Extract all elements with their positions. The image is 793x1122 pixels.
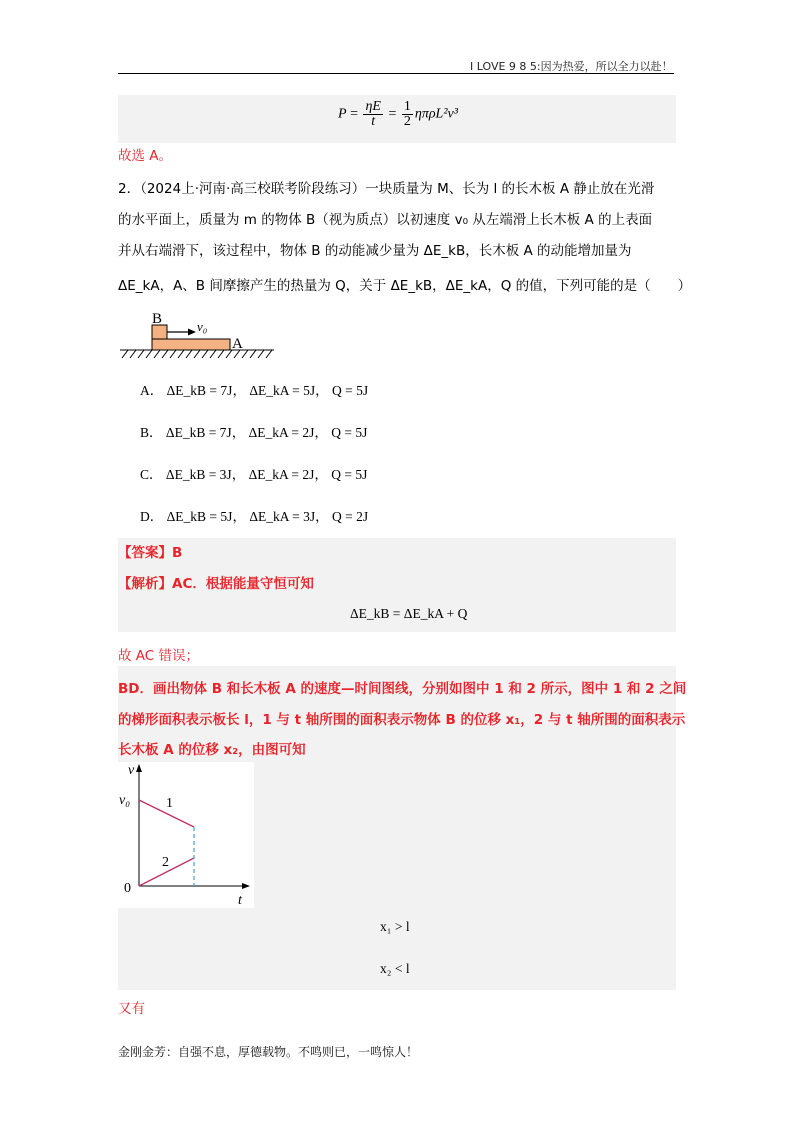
option-letter: A． <box>140 383 164 398</box>
header-rule <box>118 73 674 74</box>
label-v0: v₀ <box>197 319 208 334</box>
page-footer: 金刚金芳：自强不息，厚德载物。不鸣则已，一鸣惊人！ <box>118 1045 419 1059</box>
frac2-den: 2 <box>403 114 411 129</box>
option-b[interactable]: B． ΔE_kB = 7J， ΔE_kA = 2J， Q = 5J <box>140 425 368 440</box>
frac-eta-e-over-t <box>363 100 383 129</box>
frac1-den: t <box>371 114 376 129</box>
option-letter: C． <box>140 467 163 482</box>
velocity-arrowhead <box>188 329 196 336</box>
frac-one-half <box>402 100 413 129</box>
ground-hatch <box>120 350 274 358</box>
formula-p: P <box>338 106 347 122</box>
board-a <box>152 339 230 350</box>
option-kb: ΔE_kB = 7J <box>166 383 233 398</box>
option-c[interactable]: C． ΔE_kB = 3J， ΔE_kA = 2J， Q = 5J <box>140 467 368 482</box>
option-d[interactable]: D． ΔE_kB = 5J， ΔE_kA = 3J， Q = 2J <box>140 509 369 524</box>
label-line-1: 1 <box>166 796 173 811</box>
option-letter: B． <box>140 425 163 440</box>
option-kb: ΔE_kB = 3J <box>165 467 232 482</box>
bd-line-2: 的梯形面积表示板长 l，1 与 t 轴所围的面积表示物体 B 的位移 x₁，2 与 t 轴所围的面积表示 <box>118 712 686 728</box>
label-v0: v₀ <box>119 793 131 808</box>
label-a: A <box>232 336 243 352</box>
option-ka: ΔE_kA = 5J <box>249 383 316 398</box>
option-kb: ΔE_kB = 7J <box>165 425 232 440</box>
bd-line-3: 长木板 A 的位移 x₂，由图可知 <box>118 742 306 758</box>
option-ka: ΔE_kA = 3J <box>249 509 316 524</box>
also-text: 又有 <box>118 1001 145 1017</box>
question-line-4: ΔE_kA，A、B 间摩擦产生的热量为 Q，关于 ΔE_kB，ΔE_kA，Q 的值，下列可能的是（ ） <box>118 278 692 294</box>
prev-answer: 故选 A。 <box>118 148 173 164</box>
velocity-time-graph <box>118 762 254 908</box>
question-line-3: 并从右端滑下，该过程中，物体 B 的动能减少量为 ΔE_kB，长木板 A 的动能增加量为 <box>118 243 632 259</box>
label-t: t <box>238 893 242 908</box>
option-q: Q = 5J <box>331 467 368 482</box>
frac1-num: ηE <box>365 99 381 114</box>
energy-conservation-formula: ΔE_kB = ΔE_kA + Q <box>350 606 468 621</box>
page-header: I LOVE 9 8 5:因为热爱，所以全力以赴！ <box>470 60 673 73</box>
option-q: Q = 5J <box>331 425 368 440</box>
question-line-1: 2．（2024上·河南·高三校联考阶段练习）一块质量为 M、长为 l 的长木板 A 静止放在光滑 <box>118 181 655 197</box>
inequality-x1: x₁ > l <box>380 919 410 934</box>
frac2-num: 1 <box>403 99 411 114</box>
option-ka: ΔE_kA = 2J <box>248 425 315 440</box>
power-formula: P = $\frac{\eta E}{t}$ = $\frac{1}{2}$ ηπρL²v³ <box>338 99 458 129</box>
option-q: Q = 5J <box>332 383 369 398</box>
bd-line-1: BD．画出物体 B 和长木板 A 的速度—时间图线，分别如图中 1 和 2 所示，图中 1 和 2 之间 <box>118 681 687 697</box>
inequality-x2: x₂ < l <box>380 961 410 976</box>
block-board-diagram <box>118 308 278 366</box>
option-ka: ΔE_kA = 2J <box>248 467 315 482</box>
label-b: B <box>152 311 163 327</box>
option-a[interactable]: A． ΔE_kB = 7J， ΔE_kA = 5J， Q = 5J <box>140 383 369 398</box>
ac-wrong: 故 AC 错误； <box>118 648 200 664</box>
question-line-2: 的水平面上，质量为 m 的物体 B（视为质点）以初速度 v₀ 从左端滑上长木板 A 的上表面 <box>118 212 653 228</box>
formula-rhs: ηπρL²v³ <box>414 106 458 122</box>
option-q: Q = 2J <box>332 509 369 524</box>
label-v: v <box>128 763 135 778</box>
label-origin: 0 <box>124 881 131 896</box>
option-kb: ΔE_kB = 5J <box>166 509 233 524</box>
label-line-2: 2 <box>162 855 169 870</box>
answer-label: 【答案】B <box>118 545 183 561</box>
analysis-intro: 【解析】AC．根据能量守恒可知 <box>118 576 314 592</box>
block-b <box>152 325 167 339</box>
option-letter: D． <box>140 509 164 524</box>
